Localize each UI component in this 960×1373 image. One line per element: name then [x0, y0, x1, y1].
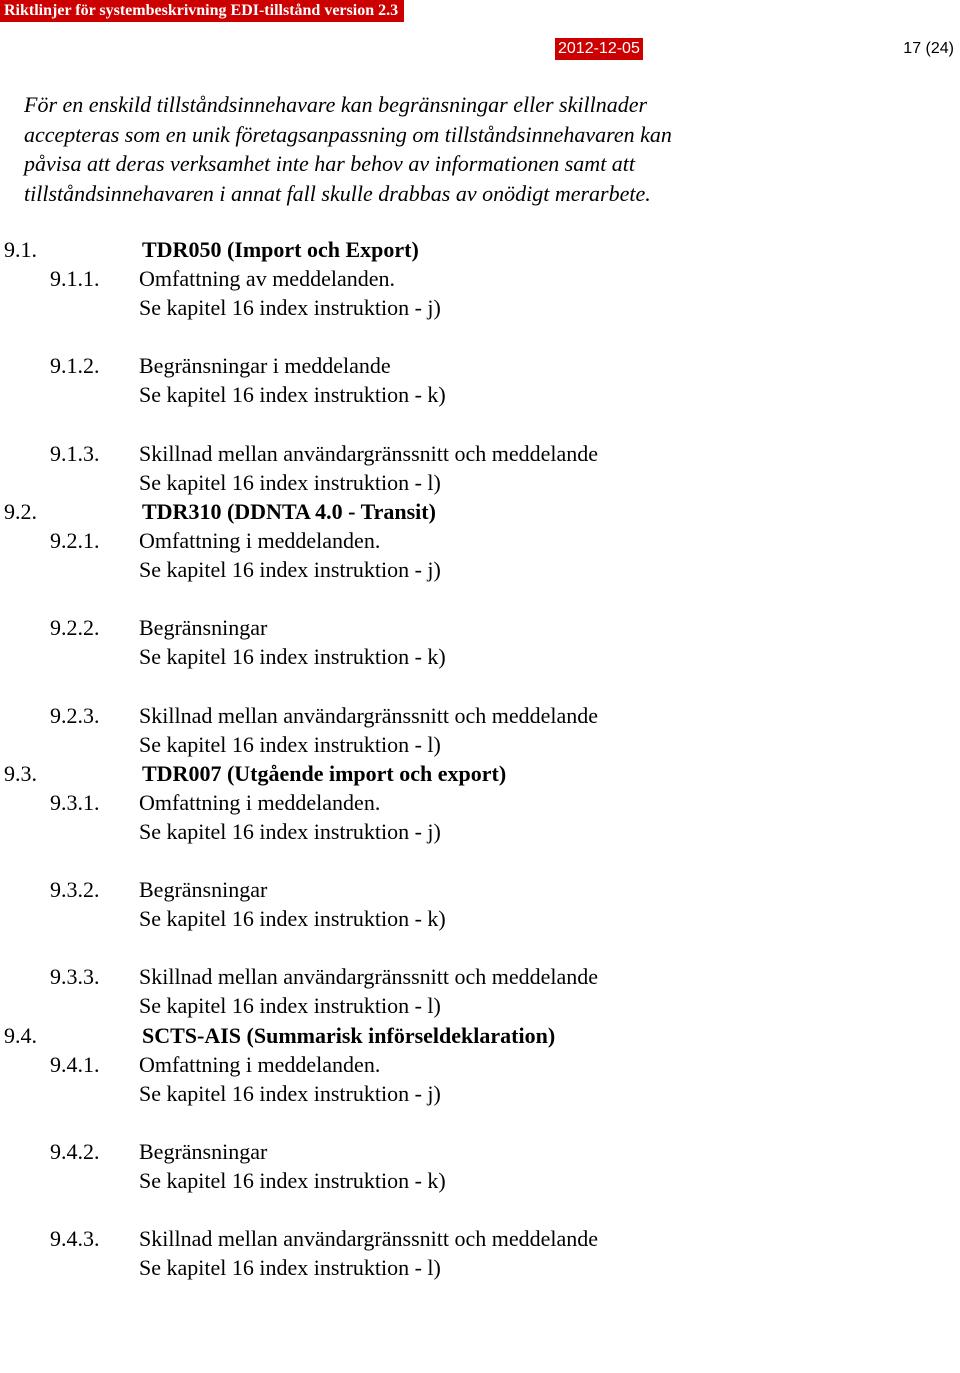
- subsection-number: 9.3.2.: [50, 877, 100, 903]
- subsection-reference: Se kapitel 16 index instruktion - j): [139, 557, 441, 583]
- subsection-reference: Se kapitel 16 index instruktion - k): [139, 906, 446, 932]
- subsection-heading: [0, 788, 960, 817]
- subsection-reference-line: [0, 642, 960, 671]
- subsection-title: Skillnad mellan användargränssnitt och meddelande: [139, 702, 599, 728]
- subsection-reference-line: [0, 380, 960, 409]
- subsection-number: 9.4.2.: [50, 1138, 100, 1164]
- subsection-title: Omfattning i meddelanden.: [139, 789, 381, 815]
- subsection-title: Skillnad mellan användargränssnitt och meddelande: [139, 440, 599, 466]
- spacer: [0, 933, 960, 962]
- section-number: 9.1.: [4, 237, 37, 262]
- subsection-heading: [0, 351, 960, 380]
- spacer: [0, 1195, 960, 1224]
- subsection-heading: [0, 962, 960, 991]
- subsection-number: 9.2.2.: [50, 615, 100, 641]
- subsection-reference: Se kapitel 16 index instruktion - l): [139, 731, 441, 757]
- section-title: TDR050 (Import och Export): [142, 237, 419, 262]
- subsection-number: 9.2.1.: [50, 527, 100, 553]
- subsection-number: 9.4.3.: [50, 1226, 100, 1252]
- subsection-heading: [0, 526, 960, 555]
- section-heading: [0, 1021, 960, 1050]
- subsection-reference-line: [0, 730, 960, 759]
- section-title: TDR310 (DDNTA 4.0 - Transit): [142, 498, 436, 524]
- document-title: Riktlinjer för systembeskrivning EDI-tillstånd version 2.3: [0, 0, 404, 22]
- subsection-number: 9.3.1.: [50, 789, 100, 815]
- section-heading: [0, 759, 960, 788]
- spacer: [0, 671, 960, 700]
- subsection-reference-line: [0, 991, 960, 1020]
- subsection-reference: Se kapitel 16 index instruktion - l): [139, 993, 441, 1019]
- subsection-title: Omfattning av meddelanden.: [139, 266, 395, 292]
- section-heading: [0, 497, 960, 526]
- subsection-number: 9.4.1.: [50, 1051, 100, 1077]
- subsection-reference-line: [0, 555, 960, 584]
- spacer: [0, 410, 960, 439]
- subsection-heading: [0, 439, 960, 468]
- subsection-title: Skillnad mellan användargränssnitt och meddelande: [139, 1226, 599, 1252]
- subsection-heading: [0, 613, 960, 642]
- subsection-reference: Se kapitel 16 index instruktion - l): [139, 1255, 441, 1281]
- subsection-heading: [0, 1050, 960, 1079]
- subsection-reference: Se kapitel 16 index instruktion - j): [139, 818, 441, 844]
- spacer: [0, 322, 960, 351]
- subsection-title: Omfattning i meddelanden.: [139, 527, 381, 553]
- subsection-heading: [0, 875, 960, 904]
- section-title: SCTS-AIS (Summarisk införseldeklaration): [142, 1022, 556, 1048]
- subsection-title: Omfattning i meddelanden.: [139, 1051, 381, 1077]
- spacer: [0, 846, 960, 875]
- subsection-reference: Se kapitel 16 index instruktion - j): [139, 295, 441, 321]
- intro-paragraph: För en enskild tillståndsinnehavare kan begränsningar eller skillnader accepteras som en unik företagsanpassning om tillståndsinnehavaren kan påvisa att deras verksamhet inte har behov av informationen samt att tillståndsinnehavaren i annat fall skulle drabbas av onödigt merarbete.: [24, 92, 672, 206]
- subsection-number: 9.2.3.: [50, 702, 100, 728]
- subsection-title: Begränsningar i meddelande: [139, 353, 391, 379]
- document-date: 2012-12-05: [555, 38, 643, 60]
- subsection-reference-line: [0, 293, 960, 322]
- page-number: 17 (24): [903, 40, 954, 57]
- subsection-reference-line: [0, 468, 960, 497]
- subsection-reference: Se kapitel 16 index instruktion - k): [139, 1168, 446, 1193]
- subsection-reference: Se kapitel 16 index instruktion - j): [139, 1080, 441, 1106]
- subsection-number: 9.1.2.: [50, 353, 100, 379]
- subsection-heading: [0, 1224, 960, 1253]
- section-number: 9.3.: [4, 760, 37, 786]
- section-number: 9.4.: [4, 1022, 37, 1048]
- subsection-heading: [0, 701, 960, 730]
- subsection-reference: Se kapitel 16 index instruktion - l): [139, 469, 441, 495]
- subsection-number: 9.1.1.: [50, 266, 100, 292]
- subsection-reference-line: [0, 1079, 960, 1108]
- subsection-heading: [0, 264, 960, 293]
- subsection-title: Begränsningar: [139, 615, 268, 641]
- subsection-title: Begränsningar: [139, 877, 268, 903]
- section-heading: [0, 235, 960, 264]
- subsection-reference-line: [0, 1253, 960, 1282]
- subsection-title: Begränsningar: [139, 1138, 268, 1164]
- sections-list: [0, 235, 960, 1282]
- subsection-reference: Se kapitel 16 index instruktion - k): [139, 644, 446, 670]
- subsection-reference-line: [0, 817, 960, 846]
- subsection-reference: Se kapitel 16 index instruktion - k): [139, 382, 446, 408]
- subsection-number: 9.3.3.: [50, 964, 100, 990]
- subsection-number: 9.1.3.: [50, 440, 100, 466]
- spacer: [0, 1108, 960, 1137]
- section-title: TDR007 (Utgående import och export): [142, 760, 507, 786]
- subsection-reference-line: [0, 904, 960, 933]
- subsection-reference-line: [0, 1166, 960, 1195]
- spacer: [0, 584, 960, 613]
- subsection-heading: [0, 1137, 960, 1166]
- subsection-title: Skillnad mellan användargränssnitt och meddelande: [139, 964, 599, 990]
- section-number: 9.2.: [4, 498, 37, 524]
